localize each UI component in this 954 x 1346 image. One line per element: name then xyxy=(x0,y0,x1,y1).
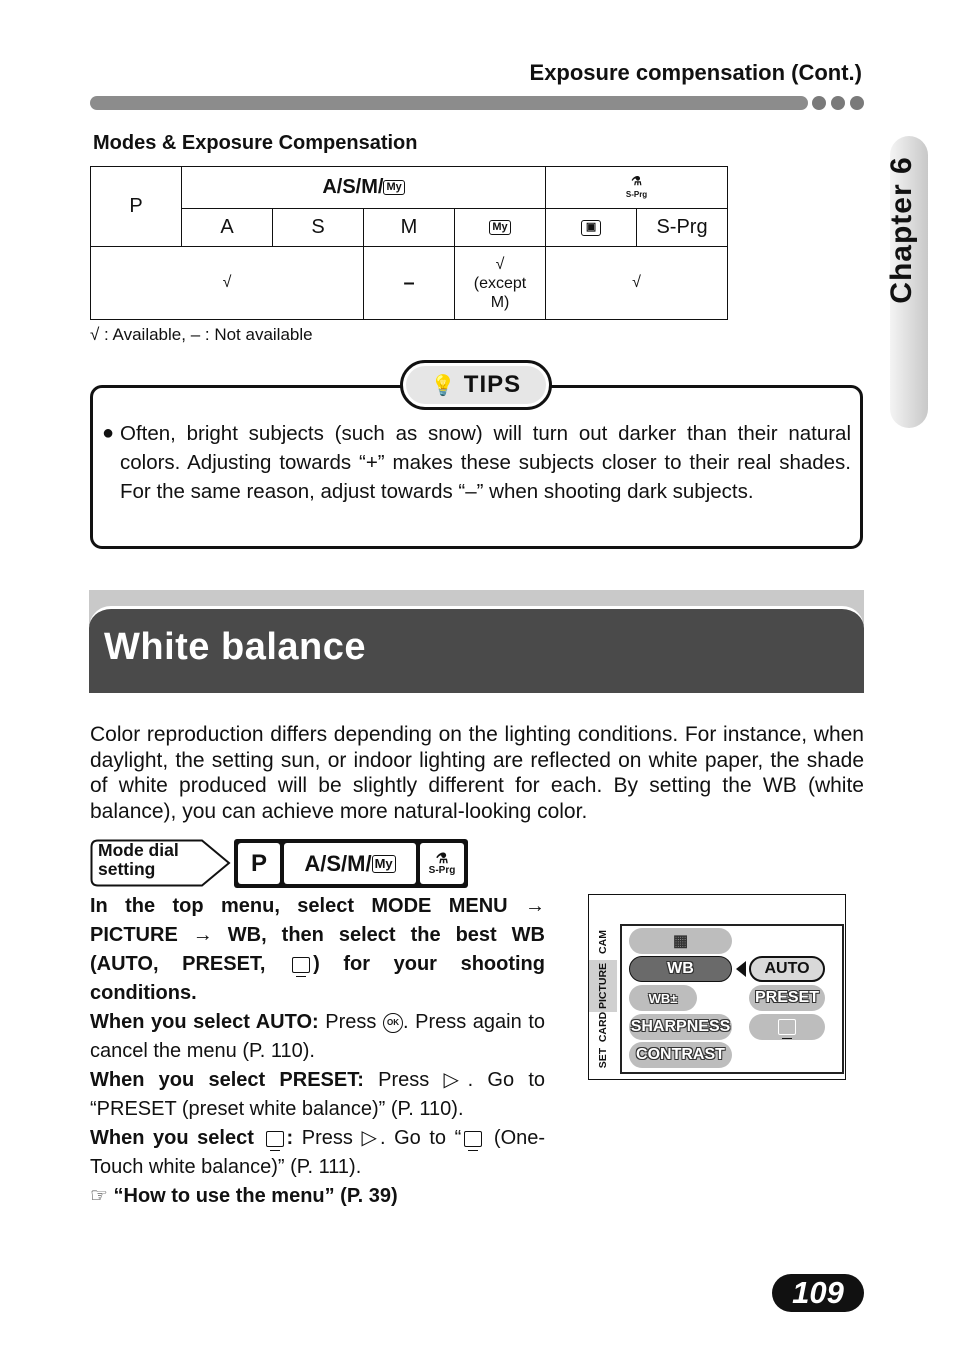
tab-picture[interactable]: PICTURE xyxy=(589,960,617,1012)
movie-icon: ▣ xyxy=(581,220,601,236)
lightbulb-icon: 💡 xyxy=(430,374,456,397)
wb-option-auto[interactable]: AUTO xyxy=(749,956,825,982)
tab-cam[interactable]: CAM xyxy=(596,930,609,954)
ok-button-icon: OK xyxy=(383,1013,403,1033)
sub-a: A xyxy=(182,209,273,247)
mode-dial-label: Mode dial setting xyxy=(90,839,232,887)
mode-p: P xyxy=(238,843,280,884)
intro-paragraph: Color reproduction differs depending on the lighting conditions. For instance, when daylight, the setting sun, or indoor lighting are reflected on white paper, the shade of white produced will be slightly different for each. By setting the WB (white balance), you can achieve more natural-looking color. xyxy=(90,723,864,824)
menu-item-contrast[interactable]: CONTRAST xyxy=(629,1042,732,1068)
menu-item-wb-adjust[interactable]: WB± xyxy=(629,985,697,1011)
menu-item-wb[interactable]: WB xyxy=(629,956,732,982)
instruction-preset: When you select PRESET: Press ▷. Go to “PRESET (preset white balance)” (P. 110). xyxy=(90,1069,545,1120)
val-p-asm: √ xyxy=(91,247,364,320)
my-mode-icon: My xyxy=(372,855,396,873)
mode-asm: A/S/M/ My xyxy=(284,843,416,884)
one-touch-wb-icon xyxy=(778,1019,796,1035)
menu-reference: ☞ “How to use the menu” (P. 39) xyxy=(90,1185,398,1207)
mode-dial-modes xyxy=(234,839,468,888)
tips-badge xyxy=(400,360,552,410)
one-touch-wb-icon xyxy=(266,1131,284,1147)
left-arrow-icon xyxy=(736,961,746,977)
instruction-onetouch: When you select : Press ▷. Go to “ (One-Touch white balance)” (P. 111). xyxy=(90,1127,546,1178)
header-rule xyxy=(90,96,808,110)
tips-bullet: ● xyxy=(102,422,115,444)
sub-movie xyxy=(546,209,637,247)
section-title: White balance xyxy=(104,626,366,668)
right-arrow-icon xyxy=(828,990,836,1006)
one-touch-wb-icon xyxy=(464,1131,482,1147)
mode-sprg: ⚗ S-Prg xyxy=(420,843,464,884)
scene-program-icon: ⚗ S-Prg xyxy=(625,173,648,199)
col-asm: A/S/M/ My xyxy=(182,167,546,209)
page-header-title: Exposure compensation (Cont.) xyxy=(529,60,862,85)
menu-item-sharpness[interactable]: SHARPNESS xyxy=(629,1014,732,1040)
instruction-auto: When you select AUTO: Press OK . Press again to cancel the menu (P. 110). xyxy=(90,1011,546,1062)
modes-table-title: Modes & Exposure Compensation xyxy=(93,132,418,154)
my-mode-icon: My xyxy=(383,180,404,195)
my-mode-icon: My xyxy=(489,220,510,235)
right-arrow-icon: ▷ xyxy=(361,1127,380,1149)
right-arrow-icon: ▷ xyxy=(443,1069,468,1091)
tips-label: TIPS xyxy=(463,371,522,398)
header-dot xyxy=(831,96,845,110)
table-legend: √ : Available, – : Not available xyxy=(90,325,313,344)
chapter-label: Chapter 6 xyxy=(885,156,918,304)
wb-option-preset[interactable]: PRESET xyxy=(749,985,825,1011)
instructions xyxy=(90,892,545,1211)
sub-my xyxy=(455,209,546,247)
val-m: – xyxy=(364,247,455,320)
tab-set[interactable]: SET xyxy=(596,1047,609,1069)
tab-card[interactable]: CARD xyxy=(597,1011,609,1043)
header-dot xyxy=(812,96,826,110)
page-number: 109 xyxy=(772,1274,864,1312)
val-scene: √ xyxy=(546,247,728,320)
menu-tabs xyxy=(589,924,619,1074)
right-arrow-icon xyxy=(828,1019,836,1035)
header-dot xyxy=(850,96,864,110)
wb-option-one-touch[interactable] xyxy=(749,1014,825,1040)
col-p: P xyxy=(91,167,182,247)
scene-program-icon: ⚗ xyxy=(435,850,449,866)
val-my: √ (except M) xyxy=(455,247,546,320)
tips-text: Often, bright subjects (such as snow) will turn out darker than their natural colors. Adjusting towards “+” makes these subjects closer to their real shades. For the same reason, adjust towards “–” when shooting dark subjects. xyxy=(120,422,851,503)
reference-hand-icon: ☞ xyxy=(90,1185,108,1207)
instruction-main: In the top menu, select MODE MENU → PICTURE → WB, then select the best WB (AUTO, PRESET, ) for your shooting conditions. xyxy=(90,895,546,1004)
col-scene xyxy=(546,167,728,209)
modes-table xyxy=(90,166,728,320)
sub-s: S xyxy=(273,209,364,247)
sub-m: M xyxy=(364,209,455,247)
sub-sprg: S-Prg xyxy=(637,209,728,247)
one-touch-wb-icon xyxy=(292,957,310,973)
menu-item-quality[interactable]: ▦ xyxy=(629,928,732,954)
